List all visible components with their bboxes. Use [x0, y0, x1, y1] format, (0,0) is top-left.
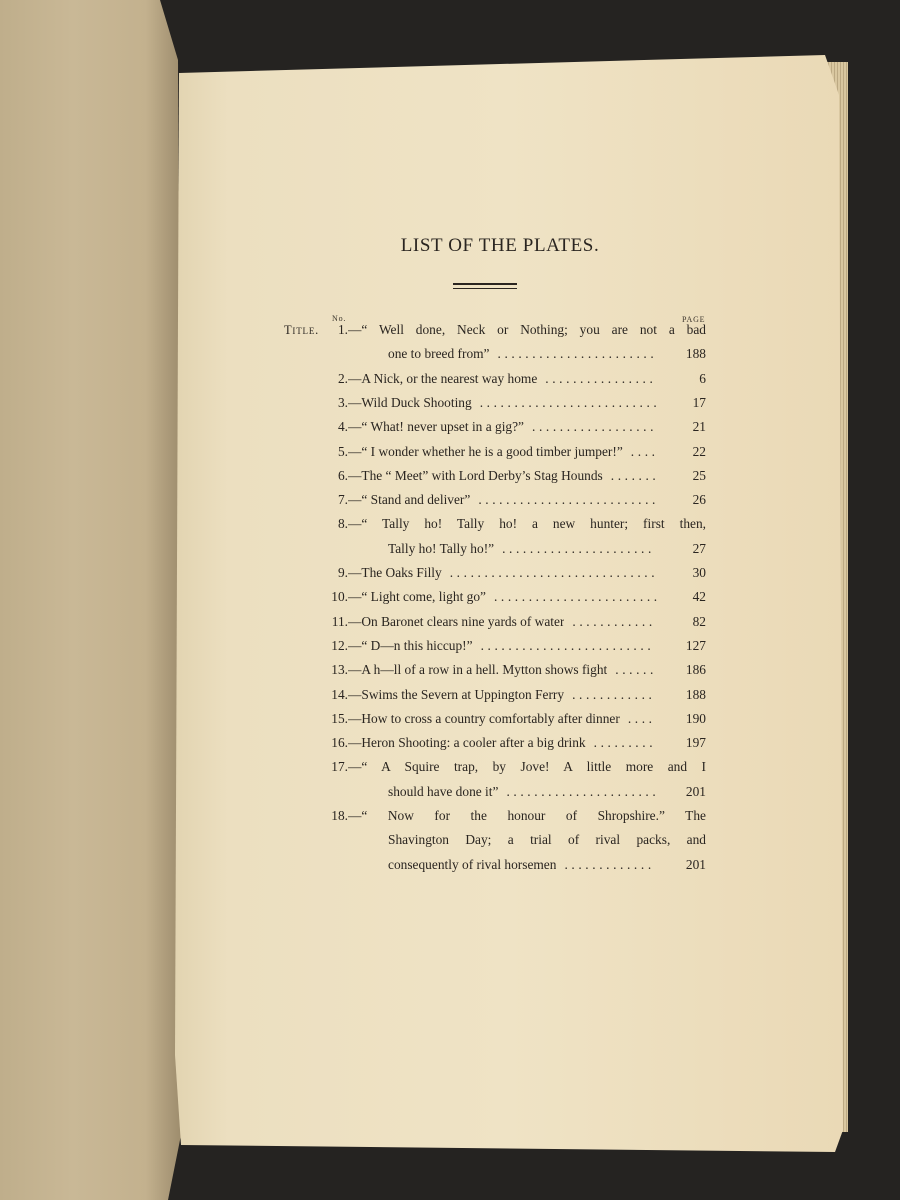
plate-number: 11. [331, 613, 348, 629]
dot-leader: ........................ [493, 589, 661, 605]
plate-page-number: 201 [685, 856, 706, 872]
plate-row [0, 514, 900, 534]
plate-title-line: consequently of rival horsemen [388, 856, 557, 872]
plate-number: 5. [337, 443, 348, 459]
plate-row [0, 612, 900, 632]
plate-title-line: —“ A Squire trap, by Jove! A little more and I [348, 759, 706, 775]
plate-number: 6. [337, 467, 348, 483]
plate-page-number: 22 [692, 443, 706, 459]
plate-number: 16. [331, 735, 348, 751]
dot-leader: .......................... [478, 492, 659, 508]
plate-title-line: —“ I wonder whether he is a good timber jumper!” [348, 443, 623, 459]
plate-row [0, 490, 900, 510]
plate-row [0, 539, 900, 559]
plate-title-line: —The “ Meet” with Lord Derby’s Stag Hounds [348, 467, 603, 483]
plate-row [0, 806, 900, 826]
plate-row [0, 685, 900, 705]
plate-page-number: 197 [685, 735, 706, 751]
plate-number: 4. [337, 419, 348, 435]
dot-leader: ....... [610, 467, 660, 483]
plate-row [0, 466, 900, 486]
plate-page-number: 190 [685, 710, 706, 726]
plate-row [0, 709, 900, 729]
plate-row [0, 320, 900, 340]
plate-number: 17. [331, 759, 348, 775]
plate-page-number: 30 [692, 565, 706, 580]
plate-page-number: 42 [692, 589, 706, 605]
plate-number: 2. [337, 370, 348, 386]
dot-leader: ...... [615, 662, 657, 678]
dot-leader: ................ [545, 370, 657, 386]
plate-title-line: —Wild Duck Shooting [348, 394, 472, 410]
plate-row [0, 733, 900, 753]
plate-page-number: 186 [685, 662, 706, 678]
plate-row [0, 830, 900, 850]
plate-row [0, 855, 900, 875]
plate-number: 18. [331, 808, 348, 823]
plate-number: 3. [337, 394, 348, 410]
plate-page-number: 82 [692, 613, 706, 629]
plate-page-number: 6 [699, 370, 706, 386]
plate-number: 9. [337, 565, 348, 580]
plate-title-line: —Heron Shooting: a cooler after a big drink [348, 735, 586, 751]
plate-page-number: 188 [685, 346, 706, 362]
plate-title-line: —“ Now for the honour of Shropshire.” The [348, 808, 706, 823]
plate-row [0, 757, 900, 777]
plate-title-line: —The Oaks Filly [348, 565, 442, 580]
plate-row [0, 417, 900, 437]
dot-leader: .............................. [449, 565, 659, 580]
plate-number: 8. [337, 516, 348, 532]
dot-leader: .................. [532, 419, 658, 435]
plate-title-line: one to breed from” [388, 346, 490, 362]
dot-leader: ....................... [497, 346, 658, 362]
dot-leader: ......... [593, 735, 657, 751]
plate-number: 12. [331, 637, 348, 653]
plate-number: 13. [331, 662, 348, 678]
plate-row [0, 660, 900, 680]
plate-title-line: —Swims the Severn at Uppington Ferry [348, 686, 565, 702]
plate-page-number: 188 [685, 686, 706, 702]
column-header-page: PAGE [682, 315, 706, 324]
title-rule [453, 283, 517, 285]
plate-page-number: 27 [692, 540, 706, 556]
plate-page-number: 25 [692, 467, 706, 483]
plate-row [0, 344, 900, 364]
dot-leader: .... [630, 443, 659, 459]
plate-title-line: —On Baronet clears nine yards of water [348, 613, 565, 629]
plate-number: 10. [331, 589, 348, 605]
plate-title-line: —“ Stand and deliver” [348, 492, 471, 508]
plate-page-number: 21 [692, 419, 706, 435]
page-title: LIST OF THE PLATES. [400, 235, 600, 256]
plate-title-line: Tally ho! Tally ho!” [388, 540, 495, 556]
dot-leader: .......................... [479, 394, 661, 410]
plate-page-number: 17 [692, 394, 706, 410]
plate-page-number: 127 [685, 637, 706, 653]
plate-title-line: —“ What! never upset in a gig?” [348, 419, 524, 435]
plate-title-line: should have done it” [388, 783, 499, 799]
dot-leader: ............. [564, 856, 655, 872]
plate-number: 15. [331, 710, 348, 726]
plate-page-number: 201 [685, 783, 706, 799]
plate-title-line: —“ D—n this hiccup!” [348, 637, 473, 653]
plate-number: 14. [331, 686, 348, 702]
dot-leader: ......................... [480, 637, 655, 653]
plate-number: 1. [337, 322, 348, 337]
column-header-no: No. [332, 314, 347, 323]
plate-row [0, 587, 900, 607]
plate-row [0, 636, 900, 656]
plate-title-line: Shavington Day; a trial of rival packs, and [388, 832, 706, 848]
plate-title-line: —“ Light come, light go” [348, 589, 486, 605]
dot-leader: ............ [572, 613, 656, 629]
dot-leader: ...................... [506, 783, 660, 799]
dot-leader: .... [627, 710, 656, 726]
plate-page-number: 26 [692, 492, 706, 508]
dot-leader: ...................... [502, 540, 655, 556]
plate-title-line: —A Nick, or the nearest way home [348, 370, 538, 386]
plate-number: 7. [337, 492, 348, 508]
plate-row [0, 393, 900, 413]
plate-title-line: —A h—ll of a row in a hell. Mytton shows fight [348, 662, 608, 678]
dot-leader: ............ [572, 686, 656, 702]
title-rule-thin [453, 288, 517, 289]
plate-title-line: —“ Well done, Neck or Nothing; you are not a bad [348, 322, 706, 337]
plate-title-line: —“ Tally ho! Tally ho! a new hunter; first then, [348, 516, 706, 532]
plate-row [0, 782, 900, 802]
title-plate-label: Title. [284, 323, 320, 337]
plate-row [0, 369, 900, 389]
plate-row [0, 442, 900, 462]
plate-row [0, 563, 900, 583]
plate-title-line: —How to cross a country comfortably after dinner [348, 710, 620, 726]
